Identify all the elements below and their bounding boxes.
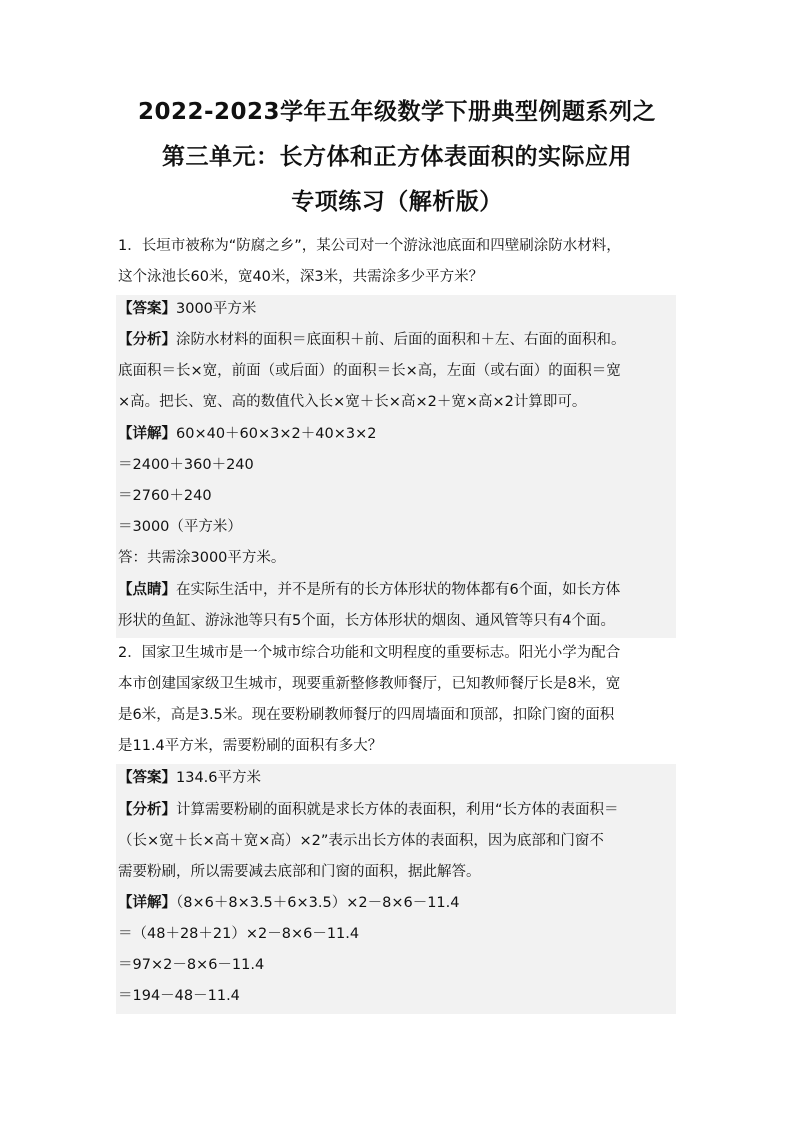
q1-detail-line: 答：共需涂3000平方米。 <box>118 550 286 566</box>
q2-detail-line: ＝（48＋28＋21）×2－8×6－11.4 <box>118 926 360 942</box>
answer-tag: 【答案】 <box>118 301 176 317</box>
q2-answer <box>118 768 678 788</box>
q1-detail-line: ＝3000（平方米） <box>118 519 242 535</box>
analysis-text: 计算需要粉刷的面积就是求长方体的表面积，利用“长方体的表面积＝ <box>176 802 619 818</box>
q1-detail-line: ＝2760＋240 <box>118 488 212 504</box>
detail-text: 60×40＋60×3×2＋40×3×2 <box>176 426 377 442</box>
answer-tag: 【答案】 <box>118 770 176 786</box>
q2-detail-line: ＝194－48－11.4 <box>118 988 240 1004</box>
q1-text-line: 这个泳池长60米，宽40米，深3米，共需涂多少平方米？ <box>118 269 484 285</box>
q2-analysis-line: 需要粉刷，所以需要减去底部和门窗的面积，据此解答。 <box>118 864 481 880</box>
q2-analysis <box>118 800 678 820</box>
q1-text-line: 1．长垣市被称为“防腐之乡”，某公司对一个游泳池底面和四壁刷涂防水材料， <box>118 238 621 254</box>
note-tag: 【点睛】 <box>118 582 176 598</box>
detail-tag: 【详解】 <box>118 426 176 442</box>
q2-text-line: 2．国家卫生城市是一个城市综合功能和文明程度的重要标志。阳光小学为配合 <box>118 645 621 661</box>
answer-value: 3000平方米 <box>176 301 257 317</box>
q1-analysis-line: ×高。把长、宽、高的数值代入长×宽＋长×高×2＋宽×高×2计算即可。 <box>118 394 587 410</box>
detail-tag: 【详解】 <box>118 895 176 911</box>
q1-analysis-line: 底面积＝长×宽，前面（或后面）的面积＝长×高，左面（或右面）的面积＝宽 <box>118 363 621 379</box>
q2-text-line: 是6米，高是3.5米。现在要粉刷教师餐厅的四周墙面和顶部，扣除门窗的面积 <box>118 707 615 723</box>
q1-answer <box>118 299 678 319</box>
note-text: 在实际生活中，并不是所有的长方体形状的物体都有6个面，如长方体 <box>176 582 621 598</box>
analysis-text: 涂防水材料的面积＝底面积＋前、后面的面积和＋左、右面的面积和。 <box>176 332 626 348</box>
q1-detail <box>118 424 678 444</box>
q1-note <box>118 580 678 600</box>
analysis-tag: 【分析】 <box>118 802 176 818</box>
title-line-3: 专项练习（解析版） <box>291 189 503 215</box>
q2-analysis-line: （长×宽＋长×高＋宽×高）×2”表示出长方体的表面积，因为底部和门窗不 <box>118 833 604 849</box>
answer-value: 134.6平方米 <box>176 770 262 786</box>
q2-text-line: 本市创建国家级卫生城市，现要重新整修教师餐厅，已知教师餐厅长是8米，宽 <box>118 676 621 692</box>
title-line-1: 2022-2023学年五年级数学下册典型例题系列之 <box>137 99 657 125</box>
title-line-2: 第三单元：长方体和正方体表面积的实际应用 <box>162 144 632 170</box>
q1-detail-line: ＝2400＋360＋240 <box>118 457 254 473</box>
q1-note-line: 形状的鱼缸、游泳池等只有5个面，长方体形状的烟囱、通风管等只有4个面。 <box>118 613 615 629</box>
q2-text-line: 是11.4平方米，需要粉刷的面积有多大？ <box>118 738 383 754</box>
q2-detail <box>118 893 678 913</box>
detail-text: （8×6＋8×3.5＋6×3.5）×2－8×6－11.4 <box>176 895 460 911</box>
q2-detail-line: ＝97×2－8×6－11.4 <box>118 957 265 973</box>
q1-analysis <box>118 330 678 350</box>
analysis-tag: 【分析】 <box>118 332 176 348</box>
